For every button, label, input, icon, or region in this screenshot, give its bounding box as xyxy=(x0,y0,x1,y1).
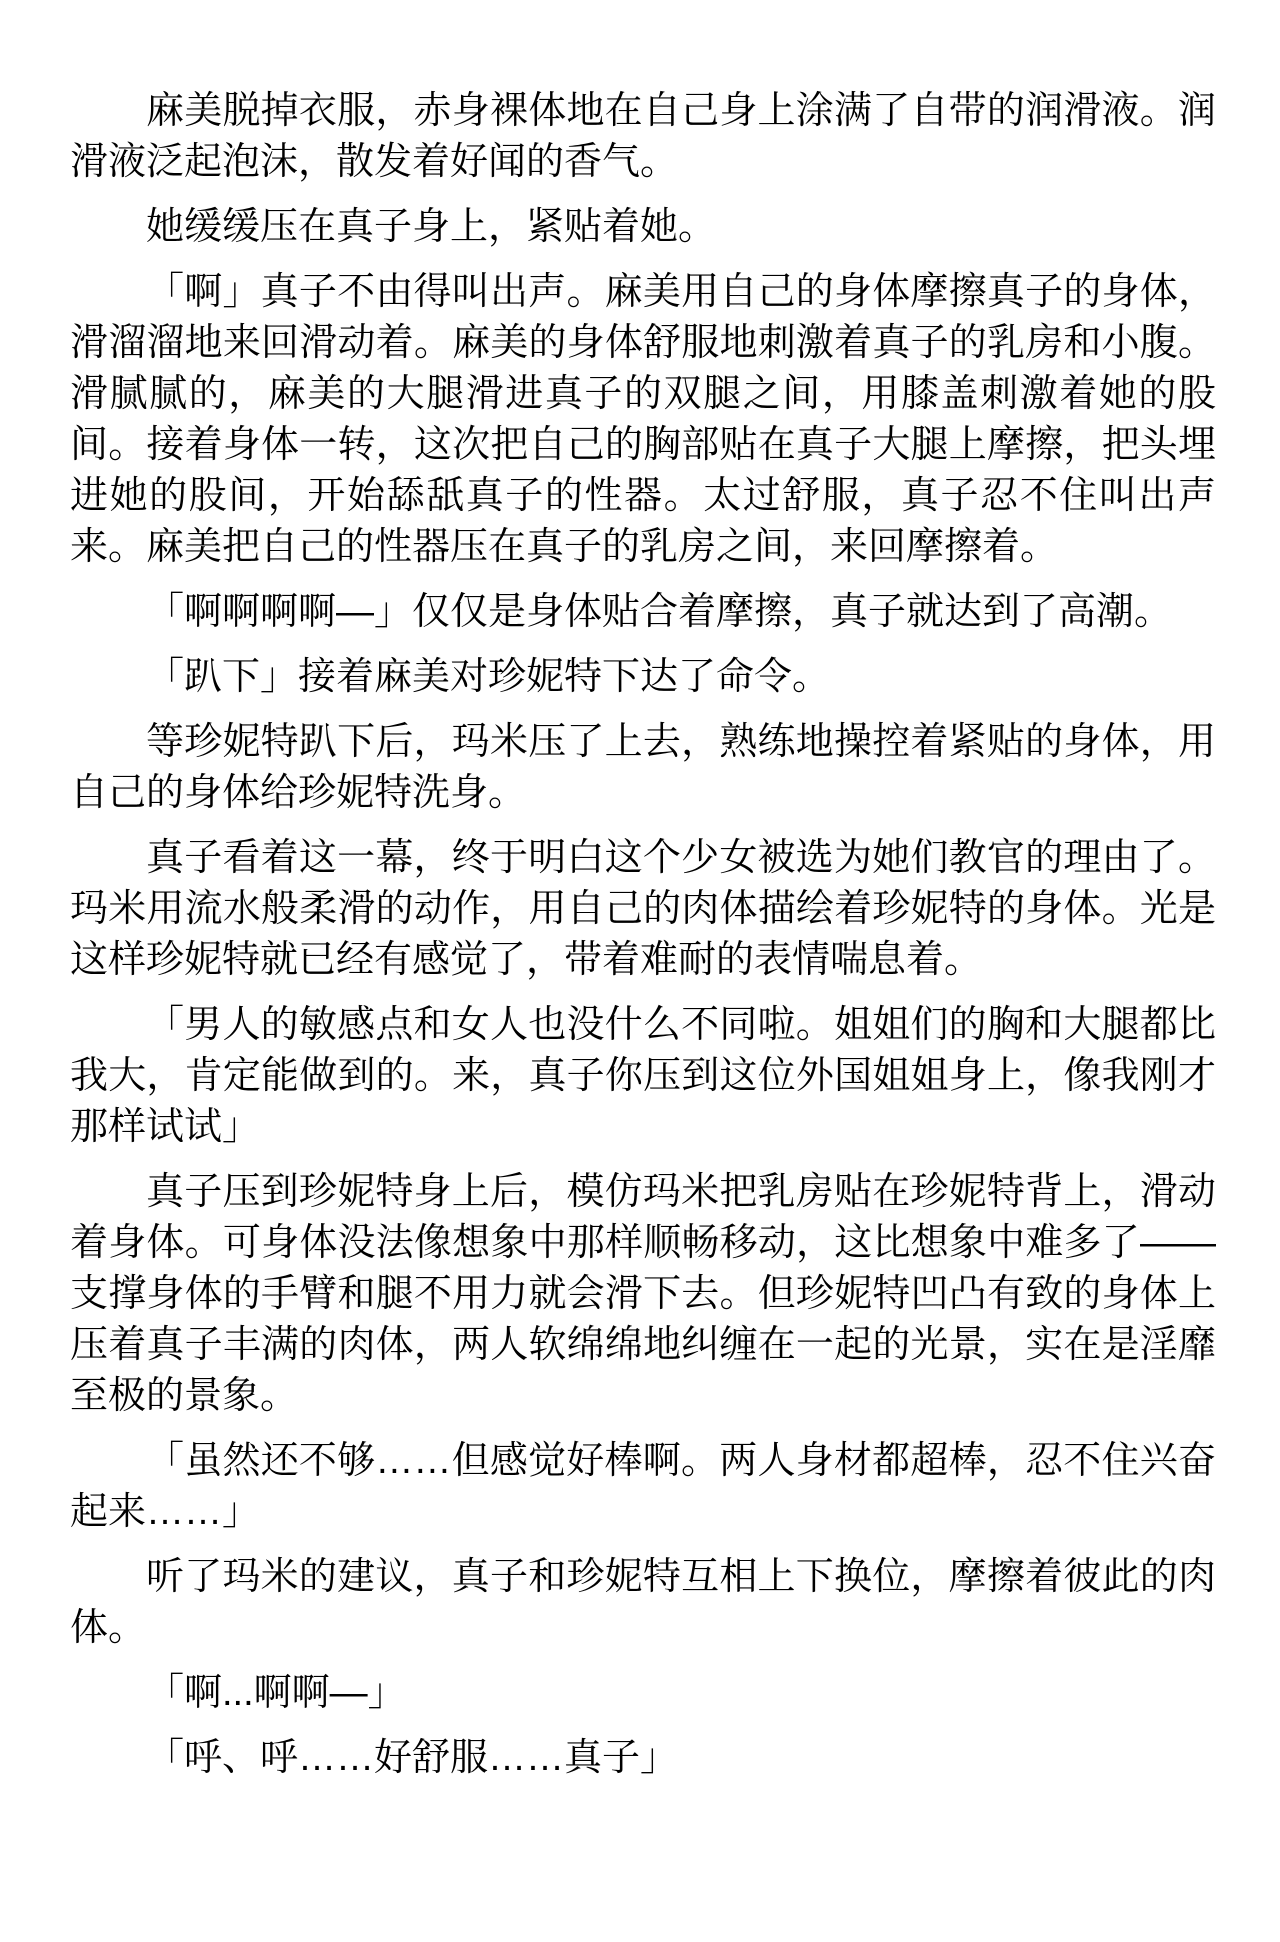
document-text-body xyxy=(70,86,1216,1784)
paragraph: 「男人的敏感点和女人也没什么不同啦。姐姐们的胸和大腿都比我大，肯定能做到的。来，真子你压到这位外国姐姐身上，像我刚才那样试试」 xyxy=(70,1004,1216,1148)
paragraph: 等珍妮特趴下后，玛米压了上去，熟练地操控着紧贴的身体，用自己的身体给珍妮特洗身。 xyxy=(70,721,1216,814)
paragraph: 「呼、呼……好舒服……真子」 xyxy=(146,1737,679,1779)
paragraph: 真子看着这一幕，终于明白这个少女被选为她们教官的理由了。玛米用流水般柔滑的动作，用自己的肉体描绘着珍妮特的身体。光是这样珍妮特就已经有感觉了，带着难耐的表情喘息着。 xyxy=(70,837,1216,981)
paragraph: 真子压到珍妮特身上后，模仿玛米把乳房贴在珍妮特背上，滑动着身体。可身体没法像想象中那样顺畅移动，这比想象中难多了——支撑身体的手臂和腿不用力就会滑下去。但珍妮特凹凸有致的身体上压着真子丰满的肉体，两人软绵绵地纠缠在一起的光景，实在是淫靡至极的景象。 xyxy=(70,1171,1216,1417)
paragraph: 「啊啊啊啊—」仅仅是身体贴合着摩擦，真子就达到了高潮。 xyxy=(146,591,1173,633)
paragraph: 「啊...啊啊—」 xyxy=(146,1672,406,1714)
paragraph: 「虽然还不够……但感觉好棒啊。两人身材都超棒，忍不住兴奋起来……」 xyxy=(70,1440,1216,1533)
paragraph: 「啊」真子不由得叫出声。麻美用自己的身体摩擦真子的身体，滑溜溜地来回滑动着。麻美的身体舒服地刺激着真子的乳房和小腹。滑腻腻的，麻美的大腿滑进真子的双腿之间，用膝盖刺激着她的股间。接着身体一转，这次把自己的胸部贴在真子大腿上摩擦，把头埋进她的股间，开始舔舐真子的性器。太过舒服，真子忍不住叫出声来。麻美把自己的性器压在真子的乳房之间，来回摩擦着。 xyxy=(70,271,1216,568)
paragraph: 听了玛米的建议，真子和珍妮特互相上下换位，摩擦着彼此的肉体。 xyxy=(70,1556,1216,1649)
paragraph: 「趴下」接着麻美对珍妮特下达了命令。 xyxy=(146,656,831,698)
paragraph: 她缓缓压在真子身上，紧贴着她。 xyxy=(146,206,717,248)
paragraph: 麻美脱掉衣服，赤身裸体地在自己身上涂满了自带的润滑液。润滑液泛起泡沫，散发着好闻的香气。 xyxy=(70,90,1216,183)
